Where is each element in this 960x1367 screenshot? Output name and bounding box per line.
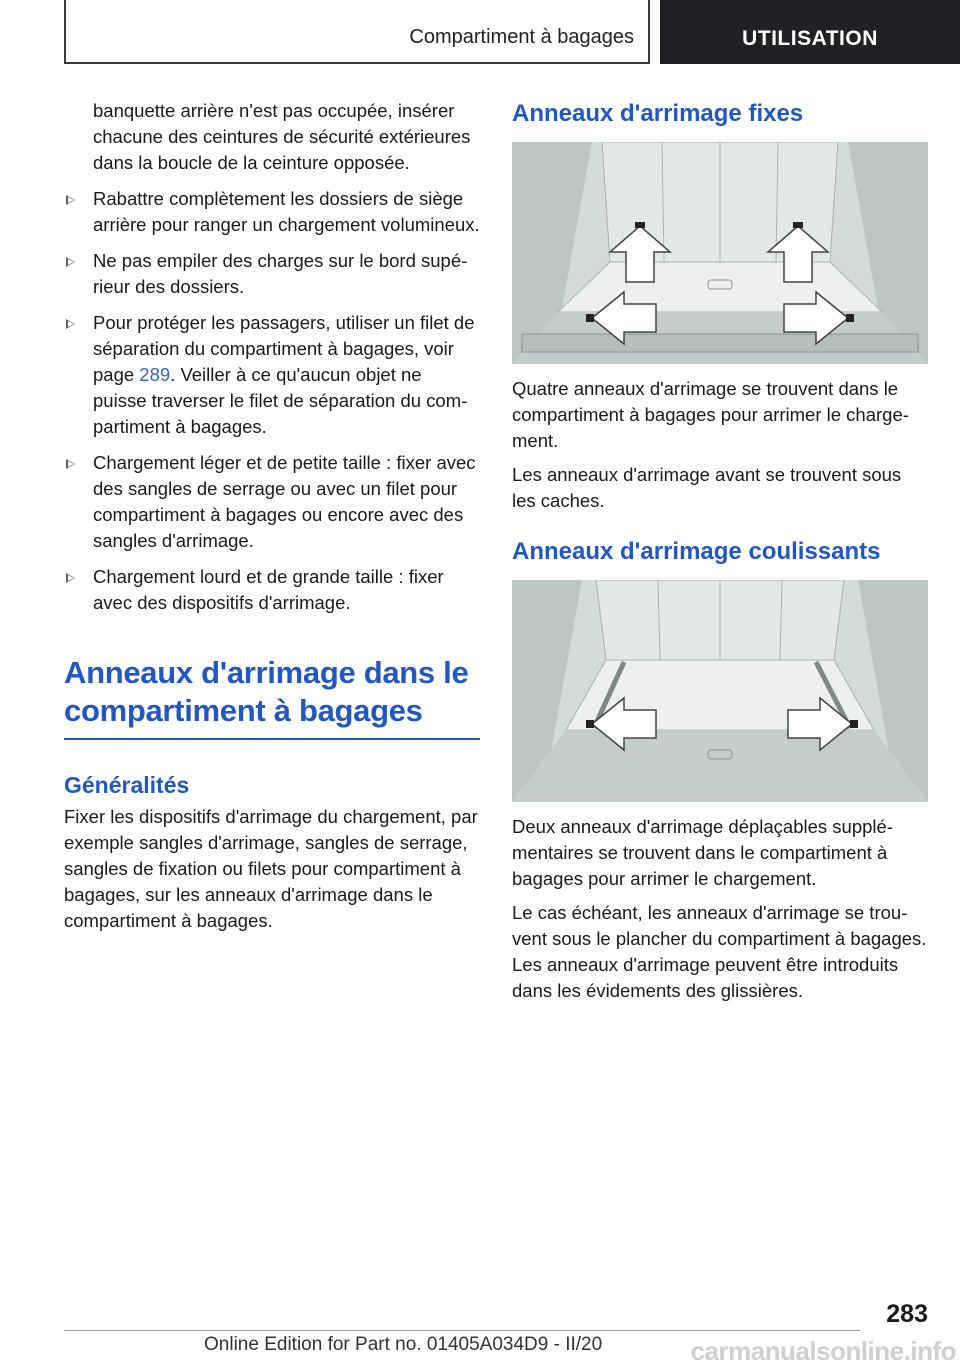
list-item-text: . Veiller à ce qu'aucun objet ne puisse traverser le filet de séparation du compartiment à bagages. [93,364,468,437]
page-reference-link[interactable]: 289 [139,364,171,385]
triangle-bullet-icon [66,459,75,469]
trunk-sliding-rings-illustration [512,580,928,802]
list-item-text: Chargement lourd et de grande taille : fixer avec des dispositifs d'arrimage. [93,566,444,613]
list-item-text: Ne pas empiler des charges sur le bord supérieur des dossiers. [93,250,468,297]
right-column [512,98,928,1004]
list-item [64,450,480,554]
list-item [64,310,480,440]
page-number: 283 [886,1300,928,1328]
list-item-text: Pour protéger les passagers, utiliser un filet de séparation du compartiment à bagages, voir page [93,312,475,385]
fixed-rings-paragraph-2: Les anneaux d'arrimage avant se trouvent sous les caches. [512,464,902,511]
triangle-bullet-icon [66,257,75,267]
sliding-rings-paragraph-1: Deux anneaux d'arrimage déplaçables supplémentaires se trouvent dans le compartiment à bagages pour arrimer le chargement. [512,816,893,889]
triangle-bullet-icon [66,195,75,205]
sliding-rings-title: Anneaux d'arrimage coulissants [512,538,881,565]
list-item-text: Rabattre complètement les dossiers de siège arrière pour ranger un chargement volumineux. [93,188,480,235]
watermark: carmanualsonline.info [690,1336,956,1366]
intro-paragraph: banquette arrière n'est pas occupée, insérer chacune des ceintures de sécurité extérieures dans la boucle de la ceinture opposée. [93,100,471,173]
header-left-rule [64,0,66,64]
header-divider [648,0,650,64]
fixed-rings-title: Anneaux d'arrimage fixes [512,100,804,127]
list-item-text: Chargement léger et de petite taille : fixer avec des sangles de serrage ou avec un filet pour compartiment à bagages ou encore avec des sangles d'arrimage. [93,452,476,551]
header-chapter-tab [660,0,960,64]
list-item [64,248,480,300]
footer-rule [64,1330,860,1331]
list-item [64,564,480,616]
sliding-rings-paragraph-2: Le cas échéant, les anneaux d'arrimage se trouvent sous le plancher du compartiment à bagages. Les anneaux d'arrimage peuvent être introduits dans les évidements des glissières. [512,902,927,1001]
bullet-list [64,186,480,616]
section-title: Anneaux d'arrimage dans le compartiment à bagages [64,654,480,740]
header-chapter-label: UTILISATION [742,27,878,50]
triangle-bullet-icon [66,573,75,583]
header-bottom-rule [64,62,648,64]
left-column [64,98,480,934]
general-paragraph: Fixer les dispositifs d'arrimage du chargement, par exemple sangles d'arrimage, sangles de serrage, sangles de fixation ou filets pour compartiment à bagages, sur les anneaux d'arrimage dans le compartiment à bagages. [64,806,478,931]
list-item [64,186,480,238]
footer-edition-text: Online Edition for Part no. 01405A034D9 - II/20 [204,1334,603,1355]
fixed-rings-paragraph-1: Quatre anneaux d'arrimage se trouvent dans le compartiment à bagages pour arrimer le chargement. [512,378,909,451]
subsection-title: Généralités [64,772,190,798]
trunk-fixed-rings-illustration [512,142,928,364]
triangle-bullet-icon [66,319,75,329]
header-section-title: Compartiment à bagages [409,26,634,48]
